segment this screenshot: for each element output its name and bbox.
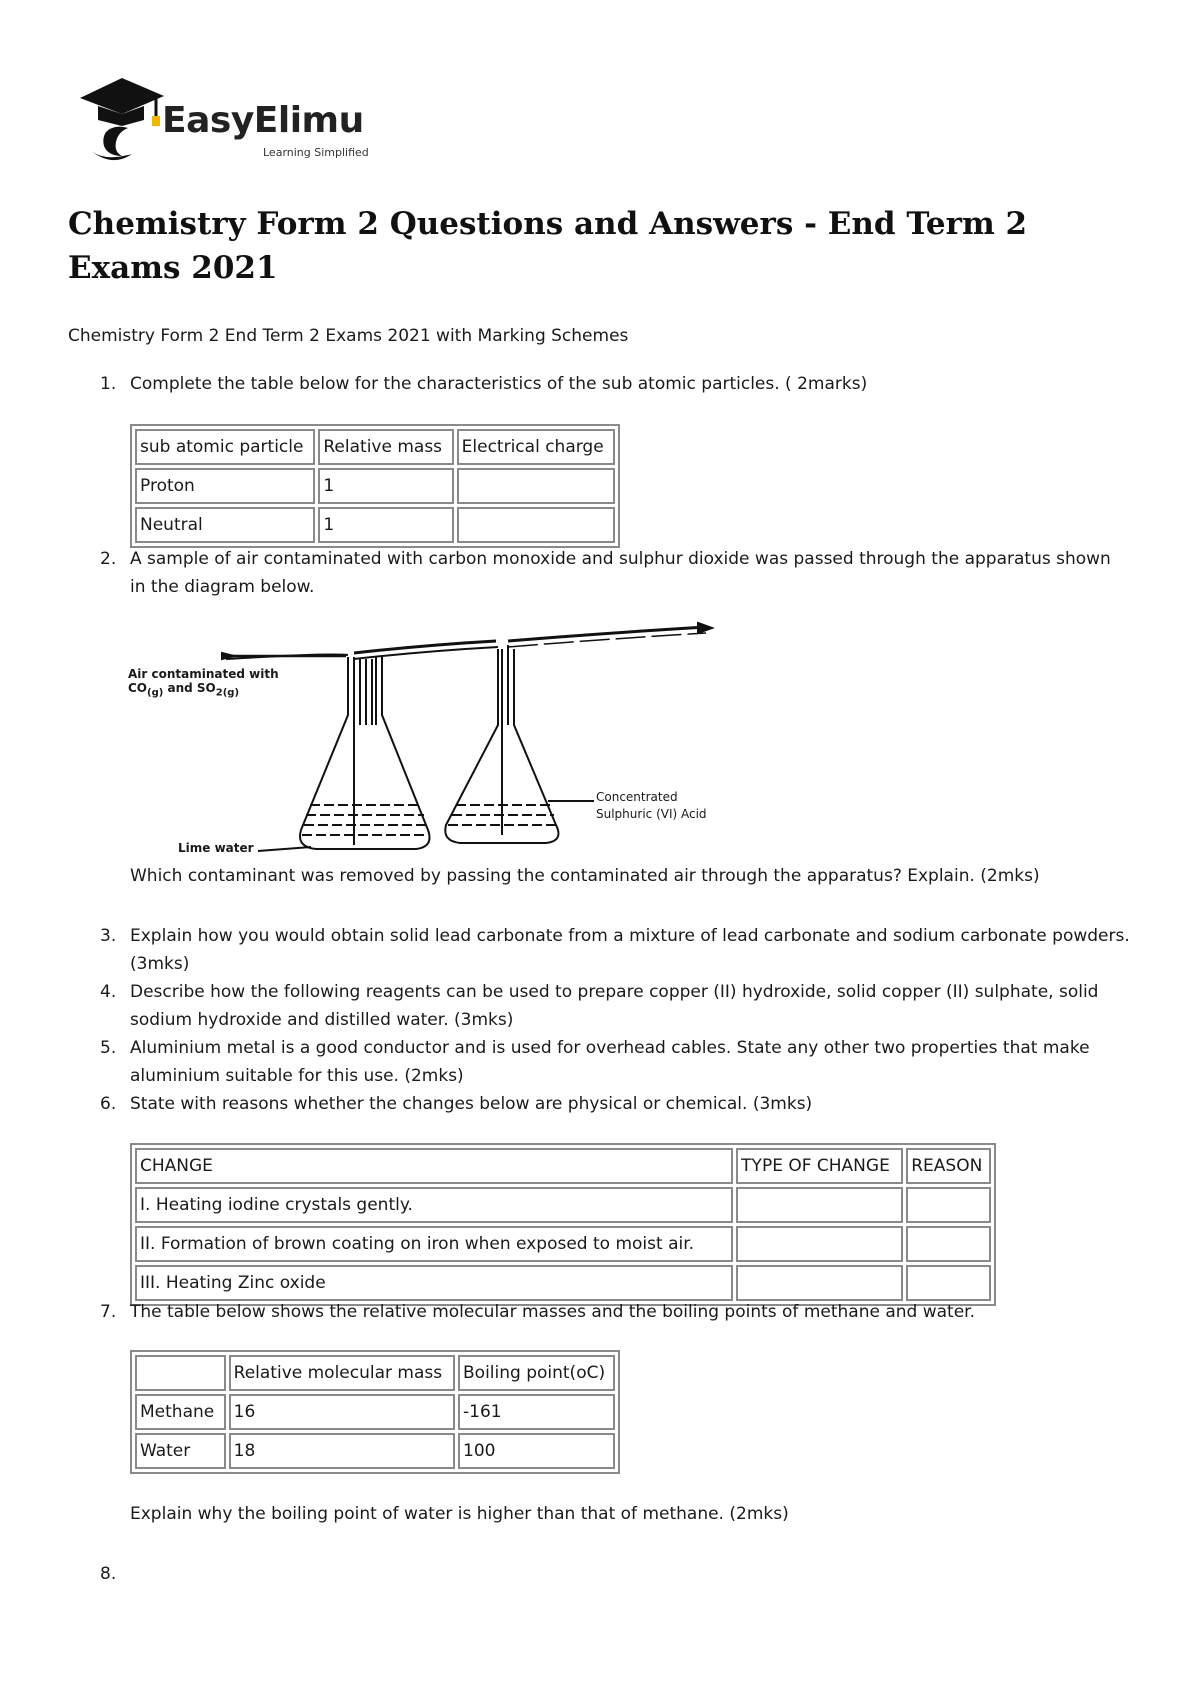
page-subtitle: Chemistry Form 2 End Term 2 Exams 2021 with Marking Schemes: [68, 326, 629, 346]
table-row: [135, 1187, 991, 1223]
acid-label-line1: Concentrated: [596, 790, 678, 804]
table-cell: Water: [135, 1433, 226, 1469]
question-number: 7.: [100, 1302, 117, 1322]
table-header-row: [135, 1355, 615, 1391]
table-header-row: [135, 1148, 991, 1184]
table-cell: [457, 507, 615, 543]
table-header-cell: REASON: [906, 1148, 991, 1184]
question-text: Explain how you would obtain solid lead carbonate from a mixture of lead carbonate and sodium carbonate powders. (3mks): [130, 926, 1130, 974]
question-7-followup: Explain why the boiling point of water is higher than that of methane. (2mks): [130, 1504, 789, 1524]
co-state: (g): [147, 687, 164, 699]
table-cell: Proton: [135, 468, 315, 504]
table-header-cell: CHANGE: [135, 1148, 733, 1184]
question-number: 1.: [100, 374, 117, 394]
table-cell: [736, 1226, 903, 1262]
table-row: [135, 1265, 991, 1301]
table-cell: Neutral: [135, 507, 315, 543]
table-cell: Methane: [135, 1394, 226, 1430]
table-cell: [906, 1265, 991, 1301]
question-number: 2.: [100, 549, 117, 569]
change-type-table: [130, 1143, 996, 1306]
table-cell: 18: [229, 1433, 455, 1469]
question-text: A sample of air contaminated with carbon monoxide and sulphur dioxide was passed through the apparatus shown in the diagram below.: [130, 549, 1111, 597]
table-cell: [736, 1265, 903, 1301]
so2-subscript: 2: [215, 687, 223, 699]
easyelimu-logo[interactable]: [78, 76, 388, 166]
table-cell: 100: [458, 1433, 615, 1469]
table-header-cell: Boiling point(oC): [458, 1355, 615, 1391]
table-cell: III. Heating Zinc oxide: [135, 1265, 733, 1301]
table-header-cell: Relative molecular mass: [229, 1355, 455, 1391]
page-title: Chemistry Form 2 Questions and Answers - End Term 2 Exams 2021: [68, 206, 1028, 286]
table-cell: -161: [458, 1394, 615, 1430]
question-2-followup: Which contaminant was removed by passing the contaminated air through the apparatus? Explain. (2mks): [130, 866, 1040, 886]
question-number: 6.: [100, 1094, 117, 1114]
table-header-cell: Electrical charge: [457, 429, 615, 465]
table-header-cell: Relative mass: [318, 429, 453, 465]
question-text: The table below shows the relative molecular masses and the boiling points of methane and water.: [130, 1302, 976, 1322]
apparatus-drawing: [126, 615, 726, 865]
table-row: [135, 507, 615, 543]
table-cell: II. Formation of brown coating on iron when exposed to moist air.: [135, 1226, 733, 1262]
table-cell: [906, 1187, 991, 1223]
table-cell: I. Heating iodine crystals gently.: [135, 1187, 733, 1223]
acid-label-line2: Sulphuric (VI) Acid: [596, 807, 707, 821]
so2-state: (g): [222, 687, 240, 699]
table-row: [135, 1394, 615, 1430]
question-text: Complete the table below for the characteristics of the sub atomic particles. ( 2marks): [130, 374, 868, 394]
so2-formula: and SO: [163, 681, 216, 695]
table-row: [135, 1433, 615, 1469]
table-header-cell: sub atomic particle: [135, 429, 315, 465]
air-label: [128, 667, 279, 698]
table-cell: [736, 1187, 903, 1223]
table-cell: 16: [229, 1394, 455, 1430]
question-text: Aluminium metal is a good conductor and is used for overhead cables. State any other two properties that make aluminium suitable for this use. (2mks): [130, 1038, 1090, 1086]
table-header-cell: TYPE OF CHANGE: [736, 1148, 903, 1184]
brand-name: EasyElimu: [162, 100, 364, 141]
lime-water-label: Lime water: [178, 841, 254, 855]
table-cell: [906, 1226, 991, 1262]
table-cell: [457, 468, 615, 504]
table-row: [135, 468, 615, 504]
air-label-line2: [128, 681, 279, 698]
table-header-row: [135, 429, 615, 465]
question-number: 3.: [100, 926, 117, 946]
question-text: Describe how the following reagents can be used to prepare copper (II) hydroxide, solid copper (II) sulphate, solid sodium hydroxide and distilled water. (3mks): [130, 982, 1099, 1030]
table-row: [135, 1226, 991, 1262]
co-formula: CO: [128, 681, 148, 695]
apparatus-diagram: [126, 615, 726, 865]
subatomic-particles-table: [130, 424, 620, 548]
question-number: 5.: [100, 1038, 117, 1058]
question-number: 4.: [100, 982, 117, 1002]
air-label-line1: Air contaminated with: [128, 667, 279, 681]
acid-label: [596, 789, 707, 823]
table-cell: 1: [318, 468, 453, 504]
question-text: State with reasons whether the changes below are physical or chemical. (3mks): [130, 1094, 813, 1114]
table-header-cell: [135, 1355, 226, 1391]
brand-tagline: Learning Simplified: [263, 146, 369, 159]
boiling-point-table: [130, 1350, 620, 1474]
question-number: 8.: [100, 1564, 117, 1584]
table-cell: 1: [318, 507, 453, 543]
graduation-cap-icon: [78, 76, 168, 166]
